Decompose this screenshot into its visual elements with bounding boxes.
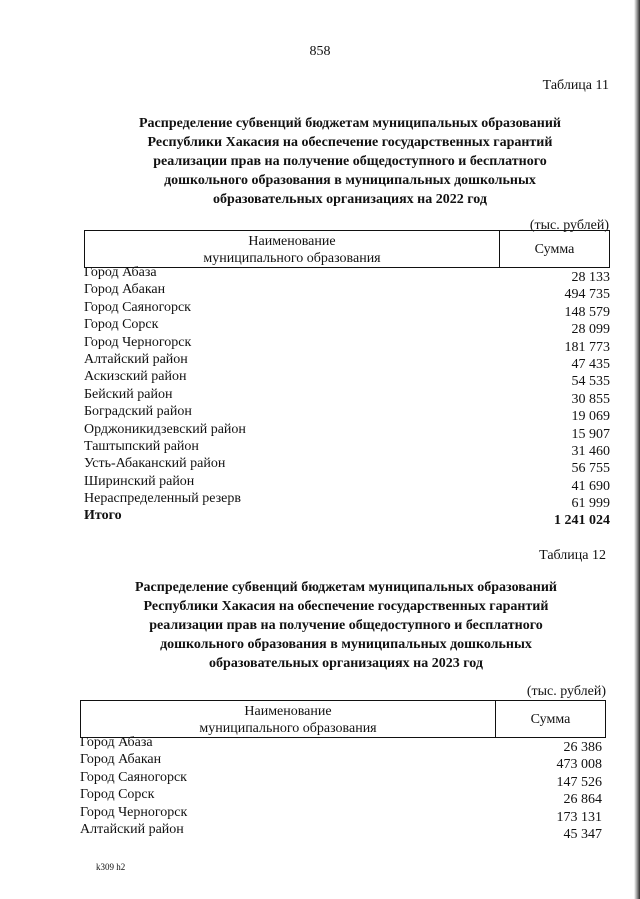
- row-name: Алтайский район: [84, 351, 188, 367]
- row-name: Орджоникидзевский район: [84, 421, 246, 437]
- table-row: [84, 265, 610, 285]
- table-row: [80, 735, 602, 755]
- header-name-line2: муниципального образования: [199, 721, 377, 736]
- table-row: [80, 752, 602, 773]
- table-row: [80, 804, 602, 825]
- header-sum-cell: [496, 701, 605, 737]
- row-name: Усть-Абаканский район: [84, 456, 226, 472]
- title-line: дошкольного образования в муниципальных дошкольных: [164, 173, 536, 188]
- table-11-body: [84, 265, 610, 529]
- table-row: [84, 317, 610, 338]
- table-12-body: [80, 735, 602, 842]
- row-value: 28 099: [571, 322, 610, 338]
- header-name-line1: Наименование: [248, 234, 336, 249]
- table-row: [84, 369, 610, 390]
- table-row: [84, 351, 610, 372]
- row-value: 28 133: [571, 270, 610, 285]
- row-value: 148 579: [564, 304, 610, 320]
- table-11-header: [84, 230, 610, 268]
- row-name: Город Черногорск: [84, 334, 192, 350]
- page-edge-shadow: [634, 0, 640, 899]
- page-number: 858: [309, 44, 331, 59]
- table-row: [84, 334, 610, 355]
- row-name: Ширинский район: [84, 473, 195, 489]
- row-name: Боградский район: [84, 404, 192, 420]
- row-name: Нераспределенный резерв: [84, 491, 241, 507]
- table-12-title: [96, 578, 596, 673]
- row-value: 30 855: [571, 391, 610, 407]
- table-11-label: Таблица 11: [542, 78, 609, 93]
- row-value: 147 526: [556, 774, 602, 790]
- row-value: 45 347: [563, 826, 602, 842]
- table-row: [84, 421, 610, 442]
- row-name: Город Абакан: [84, 282, 166, 298]
- table-row: [80, 821, 602, 842]
- table-row: [80, 787, 602, 808]
- row-value: 54 535: [571, 374, 610, 390]
- title-line: реализации прав на получение общедоступного и бесплатного: [149, 618, 543, 633]
- row-value: 15 907: [571, 426, 610, 442]
- total-label: Итого: [84, 508, 122, 524]
- row-value: 19 069: [571, 409, 610, 425]
- table-11-title: [100, 114, 600, 209]
- title-line: реализации прав на получение общедоступного и бесплатного: [153, 154, 547, 169]
- header-name-line1: Наименование: [244, 704, 332, 719]
- table-row: [84, 282, 610, 303]
- row-value: 61 999: [571, 496, 610, 512]
- table-row: [84, 404, 610, 425]
- table-row: [84, 438, 610, 459]
- table-12-units: (тыс. рублей): [526, 684, 606, 699]
- title-line: Республики Хакасия на обеспечение государственных гарантий: [143, 599, 549, 614]
- table-11-units: (тыс. рублей): [529, 218, 609, 233]
- header-sum-label: Сумма: [530, 712, 571, 727]
- table-row: [84, 456, 610, 477]
- row-name: Алтайский район: [80, 821, 184, 837]
- row-value: 26 386: [563, 740, 602, 755]
- row-value: 56 755: [571, 461, 610, 477]
- row-value: 173 131: [556, 809, 602, 825]
- row-name: Город Абакан: [80, 752, 162, 768]
- title-line: дошкольного образования в муниципальных дошкольных: [160, 637, 532, 652]
- title-line: Республики Хакасия на обеспечение государственных гарантий: [147, 135, 553, 150]
- header-sum-cell: [500, 231, 609, 267]
- total-value: 1 241 024: [554, 513, 610, 529]
- header-name-line2: муниципального образования: [203, 251, 381, 266]
- total-row: [84, 508, 610, 529]
- table-row: [84, 299, 610, 320]
- table-12-label: Таблица 12: [539, 548, 606, 563]
- row-value: 47 435: [571, 356, 610, 372]
- table-row: [84, 491, 610, 512]
- row-name: Город Саяногорск: [80, 769, 187, 785]
- row-name: Город Абаза: [80, 735, 153, 750]
- table-row: [84, 386, 610, 407]
- table-12-header: [80, 700, 606, 738]
- header-sum-label: Сумма: [534, 242, 575, 257]
- row-name: Город Абаза: [84, 265, 157, 280]
- row-name: Город Черногорск: [80, 804, 188, 820]
- row-value: 41 690: [571, 478, 610, 494]
- header-name-cell: [81, 701, 496, 737]
- row-value: 494 735: [564, 287, 610, 303]
- title-line: образовательных организациях на 2022 год: [213, 192, 487, 207]
- row-value: 473 008: [556, 757, 602, 773]
- title-line: образовательных организациях на 2023 год: [209, 656, 483, 671]
- row-value: 26 864: [563, 792, 602, 808]
- row-name: Бейский район: [84, 386, 173, 402]
- row-name: Город Сорск: [80, 787, 155, 803]
- title-line: Распределение субвенций бюджетам муниципальных образований: [135, 580, 557, 595]
- row-value: 31 460: [571, 443, 610, 459]
- title-line: Распределение субвенций бюджетам муниципальных образований: [139, 116, 561, 131]
- row-name: Таштыпский район: [84, 438, 199, 454]
- footer-code: k309 h2: [96, 862, 126, 872]
- table-row: [80, 769, 602, 790]
- row-name: Аскизский район: [84, 369, 187, 385]
- row-name: Город Саяногорск: [84, 299, 191, 315]
- row-name: Город Сорск: [84, 317, 159, 333]
- header-name-cell: [85, 231, 500, 267]
- table-row: [84, 473, 610, 494]
- row-value: 181 773: [564, 339, 610, 355]
